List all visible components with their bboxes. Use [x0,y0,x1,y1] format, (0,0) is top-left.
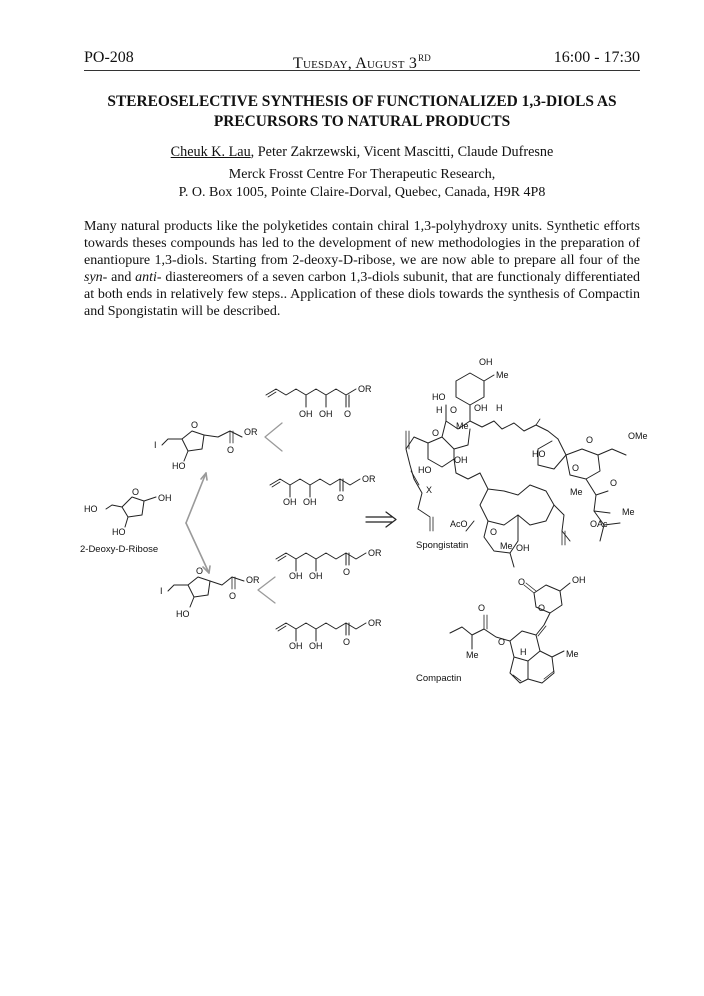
atom-i: I [160,586,163,596]
atom-aco: AcO [450,519,468,529]
page-header [84,48,640,70]
atom-o: O [344,409,352,419]
poster-code: PO-208 [84,49,134,66]
divergent-arrows [186,473,210,573]
upper-intermediate [154,420,258,471]
date-ordinal-suffix: RD [418,53,432,63]
diol-product-2 [270,474,376,507]
abstract-syn: syn [84,269,103,285]
atom-or: OR [368,548,382,558]
affiliation-line-2: P. O. Box 1005, Pointe Claire-Dorval, Quebec, Canada, H9R 4P8 [178,185,546,200]
synthesis-scheme [70,345,670,705]
atom-oh: OH [289,571,303,581]
affiliation [84,166,640,202]
paper-title [84,92,640,132]
atom-oh: OH [572,575,586,585]
atom-me: Me [570,487,583,497]
atom-oac: OAc [590,519,608,529]
atom-or: OR [358,384,372,394]
atom-oh: OH [283,497,297,507]
atom-o: O [478,603,486,613]
header-rule [84,70,640,71]
atom-o: O [432,428,440,438]
diol-product-3 [276,548,382,581]
atom-o: O [586,435,594,445]
atom-me: Me [500,541,513,551]
atom-o: O [196,566,204,576]
atom-or: OR [362,474,376,484]
affiliation-line-1: Merck Frosst Centre For Therapeutic Research, [228,167,496,182]
atom-or: OR [246,575,260,585]
author-list [84,143,640,161]
spongistatin-label: Spongistatin [416,540,469,551]
abstract-text-1: Many natural products like the polyketides contain chiral 1,3-polyhydroxy units. Synthetic efforts towards theses compounds has led to the development of new methodologies in the preparation of enantiopure 1,3-diols. Starting from 2-deoxy-D-ribose, we are now able to prepare all four of the [84,219,640,268]
presenting-author: Cheuk K. Lau [170,144,251,160]
atom-ho: HO [176,609,190,619]
atom-or: OR [244,427,258,437]
atom-o: O [572,463,580,473]
atom-ho: HO [112,527,126,537]
atom-o: O [343,637,351,647]
lower-intermediate [160,566,260,619]
abstract [84,219,640,320]
atom-ho: HO [84,504,98,514]
atom-oh: OH [309,641,323,651]
atom-or: OR [368,618,382,628]
lower-split-arrows [258,577,275,603]
diol-product-4 [276,618,382,651]
atom-h: H [436,405,443,415]
atom-oh: OH [289,641,303,651]
atom-ho: HO [418,465,432,475]
retrosynthetic-arrow [366,512,396,527]
atom-o: O [343,567,351,577]
atom-o: O [132,487,140,497]
scheme-graphic [70,345,670,705]
atom-o: O [227,445,235,455]
atom-oh: OH [319,409,333,419]
co-authors: , Peter Zakrzewski, Vicent Mascitti, Claude Dufresne [250,144,554,160]
atom-oh: OH [479,357,493,367]
spongistatin-structure [406,357,648,567]
atom-me: Me [622,507,635,517]
session-date-text: Tuesday, August 3 [292,55,418,72]
atom-i: I [154,440,157,450]
title-line-1: STEREOSELECTIVE SYNTHESIS OF FUNCTIONALIZED 1,3-DIOLS AS [107,93,617,110]
upper-split-arrows [265,423,282,451]
atom-o: O [191,420,199,430]
diol-product-1 [266,384,372,419]
atom-oh: OH [309,571,323,581]
atom-h: H [496,403,503,413]
atom-oh: OH [299,409,313,419]
atom-o: O [229,591,237,601]
atom-ome: OMe [628,431,648,441]
atom-x: X [426,485,433,495]
atom-me: Me [496,370,509,380]
atom-me: Me [466,650,479,660]
atom-o: O [490,527,498,537]
atom-o: O [518,577,526,587]
session-time: 16:00 - 17:30 [553,49,640,66]
atom-o: O [610,478,618,488]
title-line-2: PRECURSORS TO NATURAL PRODUCTS [213,113,511,130]
compactin-label: Compactin [416,673,462,684]
start-material-label: 2-Deoxy-D-Ribose [80,544,159,555]
atom-ho: HO [172,461,186,471]
atom-oh: OH [454,455,468,465]
atom-oh: OH [474,403,488,413]
atom-ho: HO [532,449,546,459]
abstract-text-2: - and [102,269,136,285]
abstract-text-3: - diastereomers of a seven carbon 1,3-diols subunit, that are functionaly differentiated at both ends in relatively few steps.. Application of these diols towards the synthesis of Compactin and Spongistatin will be described. [84,269,640,319]
compactin-structure [450,575,586,683]
abstract-anti: anti [135,269,157,285]
atom-o: O [337,493,345,503]
atom-me: Me [566,649,579,659]
atom-o: O [450,405,458,415]
atom-me: Me [456,421,469,431]
atom-o: O [498,637,506,647]
atom-oh: OH [516,543,530,553]
atom-oh: OH [303,497,317,507]
atom-ho: HO [432,392,446,402]
deoxyribose-structure [84,487,172,537]
atom-oh: OH [158,493,172,503]
atom-h: H [520,647,527,657]
atom-o: O [538,603,546,613]
